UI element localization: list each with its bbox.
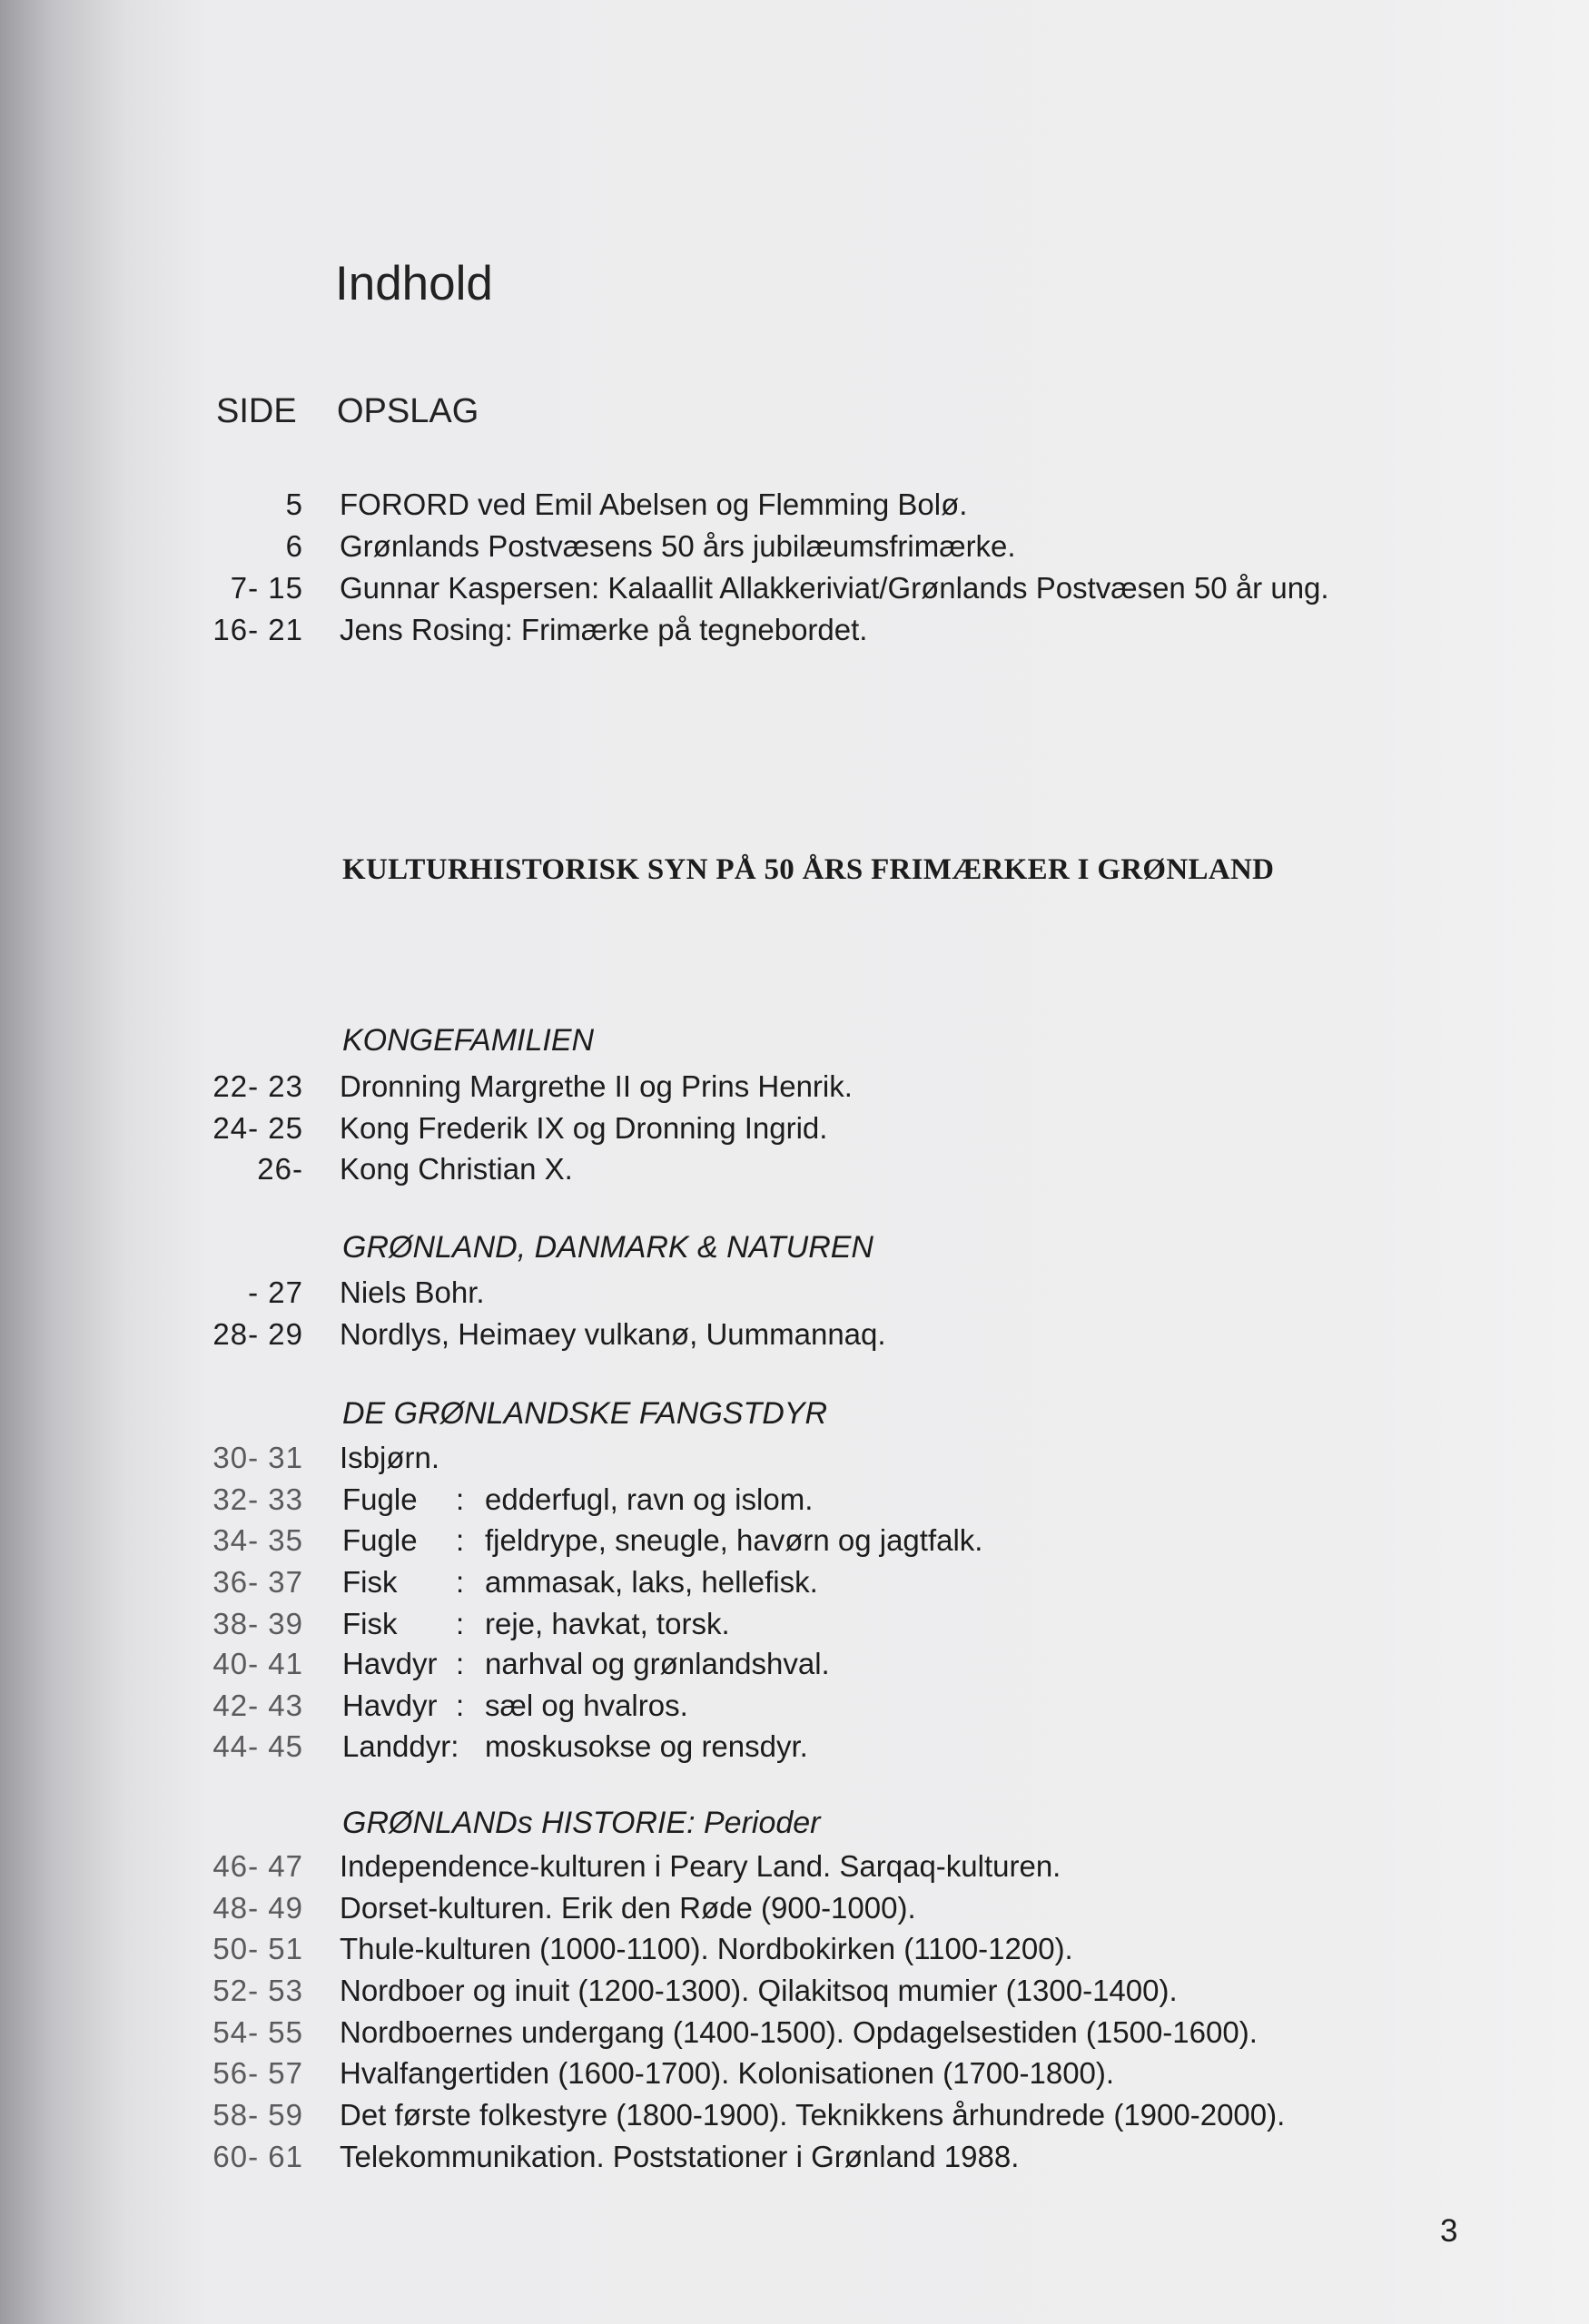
toc-pages: 36- 37 xyxy=(212,1565,303,1599)
toc-text: Independence-kulturen i Peary Land. Sarqaq-kulturen. xyxy=(340,1849,1061,1883)
toc-desc: moskusokse og rensdyr. xyxy=(485,1729,808,1763)
toc-colon: : xyxy=(456,1482,465,1516)
toc-pages: 46- 47 xyxy=(212,1849,303,1883)
toc-entry[interactable] xyxy=(0,1562,1589,1602)
toc-category: Havdyr xyxy=(342,1647,438,1680)
toc-colon: : xyxy=(456,1523,465,1557)
toc-pages: 44- 45 xyxy=(212,1729,303,1763)
toc-pages: 28- 29 xyxy=(212,1317,303,1351)
section-title-historie: GRØNLANDs HISTORIE: Perioder xyxy=(342,1806,821,1840)
toc-pages: 42- 43 xyxy=(212,1689,303,1722)
toc-text: Thule-kulturen (1000-1100). Nordbokirken (1100-1200). xyxy=(340,1932,1073,1965)
toc-entry[interactable] xyxy=(0,1521,1589,1561)
toc-colon: : xyxy=(456,1689,465,1722)
toc-entry[interactable] xyxy=(0,1108,1589,1148)
toc-desc: sæl og hvalros. xyxy=(485,1689,688,1722)
toc-entry[interactable] xyxy=(0,2095,1589,2135)
toc-entry[interactable] xyxy=(0,1604,1589,1644)
toc-entry[interactable] xyxy=(0,2013,1589,2053)
toc-text: Isbjørn. xyxy=(340,1441,440,1474)
toc-text: Grønlands Postvæsens 50 års jubilæumsfrimærke. xyxy=(340,529,1016,563)
toc-text: Jens Rosing: Frimærke på tegnebordet. xyxy=(340,613,868,646)
toc-entry[interactable] xyxy=(0,527,1589,566)
toc-pages: 6 xyxy=(285,529,303,563)
toc-category: Havdyr xyxy=(342,1689,438,1722)
toc-entry[interactable] xyxy=(0,1929,1589,1969)
toc-pages: 52- 53 xyxy=(212,1974,303,2007)
toc-category: Landdyr: xyxy=(342,1729,459,1763)
toc-entry[interactable] xyxy=(0,1438,1589,1478)
toc-pages: 40- 41 xyxy=(212,1647,303,1680)
toc-pages: 38- 39 xyxy=(212,1607,303,1640)
toc-entry[interactable] xyxy=(0,1686,1589,1726)
toc-pages: 50- 51 xyxy=(212,1932,303,1965)
toc-text: Gunnar Kaspersen: Kalaallit Allakkeriviat/Grønlands Postvæsen 50 år ung. xyxy=(340,571,1329,605)
toc-entry[interactable] xyxy=(0,1480,1589,1520)
toc-pages: 24- 25 xyxy=(212,1111,303,1145)
section-title-fangstdyr: DE GRØNLANDSKE FANGSTDYR xyxy=(342,1396,828,1431)
toc-text: Dronning Margrethe II og Prins Henrik. xyxy=(340,1069,853,1103)
toc-category: Fugle xyxy=(342,1523,418,1557)
toc-entry[interactable] xyxy=(0,1971,1589,2011)
toc-entry[interactable] xyxy=(0,1067,1589,1107)
toc-text: Kong Frederik IX og Dronning Ingrid. xyxy=(340,1111,828,1145)
toc-text: Nordboernes undergang (1400-1500). Opdagelsestiden (1500-1600). xyxy=(340,2015,1258,2049)
toc-category: Fisk xyxy=(342,1565,398,1599)
column-header-side: SIDE xyxy=(216,392,297,430)
toc-desc: edderfugl, ravn og islom. xyxy=(485,1482,814,1516)
toc-entry[interactable] xyxy=(0,1149,1589,1189)
toc-entry[interactable] xyxy=(0,1644,1589,1684)
toc-colon: : xyxy=(456,1565,465,1599)
toc-pages: 30- 31 xyxy=(212,1441,303,1474)
toc-entry[interactable] xyxy=(0,1273,1589,1313)
toc-entry[interactable] xyxy=(0,610,1589,650)
toc-colon: : xyxy=(456,1647,465,1680)
toc-text: Kong Christian X. xyxy=(340,1152,573,1186)
toc-text: Dorset-kulturen. Erik den Røde (900-1000). xyxy=(340,1891,916,1925)
toc-pages: 16- 21 xyxy=(212,613,303,646)
toc-entry[interactable] xyxy=(0,2137,1589,2177)
toc-text: Det første folkestyre (1800-1900). Teknikkens århundrede (1900-2000). xyxy=(340,2098,1286,2132)
toc-pages: 56- 57 xyxy=(212,2056,303,2090)
toc-text: Nordlys, Heimaey vulkanø, Uummannaq. xyxy=(340,1317,886,1351)
toc-desc: fjeldrype, sneugle, havørn og jagtfalk. xyxy=(485,1523,983,1557)
toc-pages: 32- 33 xyxy=(212,1482,303,1516)
toc-category: Fugle xyxy=(342,1482,418,1516)
toc-text: Telekommunikation. Poststationer i Grønland 1988. xyxy=(340,2140,1020,2173)
toc-pages: 7- 15 xyxy=(230,571,303,605)
toc-desc: reje, havkat, torsk. xyxy=(485,1607,730,1640)
toc-pages: 22- 23 xyxy=(212,1069,303,1103)
toc-pages: 60- 61 xyxy=(212,2140,303,2173)
toc-entry[interactable] xyxy=(0,485,1589,525)
main-heading: KULTURHISTORISK SYN PÅ 50 ÅRS FRIMÆRKER I GRØNLAND xyxy=(342,853,1275,886)
toc-entry[interactable] xyxy=(0,1315,1589,1354)
toc-text: Hvalfangertiden (1600-1700). Kolonisationen (1700-1800). xyxy=(340,2056,1115,2090)
toc-entry[interactable] xyxy=(0,1888,1589,1928)
toc-text: FORORD ved Emil Abelsen og Flemming Bolø. xyxy=(340,487,968,521)
toc-text: Niels Bohr. xyxy=(340,1275,485,1309)
toc-pages: 5 xyxy=(285,487,303,521)
toc-entry[interactable] xyxy=(0,2053,1589,2093)
section-title-gronland-danmark: GRØNLAND, DANMARK & NATUREN xyxy=(342,1230,873,1265)
toc-desc: ammasak, laks, hellefisk. xyxy=(485,1565,818,1599)
page-title: Indhold xyxy=(335,257,493,310)
toc-text: Nordboer og inuit (1200-1300). Qilakitsoq mumier (1300-1400). xyxy=(340,1974,1178,2007)
toc-pages: 48- 49 xyxy=(212,1891,303,1925)
toc-entry[interactable] xyxy=(0,1727,1589,1767)
toc-pages: 26- xyxy=(257,1152,303,1186)
toc-pages: - 27 xyxy=(248,1275,303,1309)
toc-entry[interactable] xyxy=(0,1846,1589,1886)
toc-entry[interactable] xyxy=(0,568,1589,608)
toc-pages: 34- 35 xyxy=(212,1523,303,1557)
toc-pages: 54- 55 xyxy=(212,2015,303,2049)
toc-colon: : xyxy=(456,1607,465,1640)
toc-category: Fisk xyxy=(342,1607,398,1640)
toc-desc: narhval og grønlandshval. xyxy=(485,1647,830,1680)
page-number: 3 xyxy=(1440,2213,1458,2249)
section-title-kongefamilien: KONGEFAMILIEN xyxy=(342,1023,595,1058)
toc-pages: 58- 59 xyxy=(212,2098,303,2132)
column-header-opslag: OPSLAG xyxy=(337,392,479,430)
